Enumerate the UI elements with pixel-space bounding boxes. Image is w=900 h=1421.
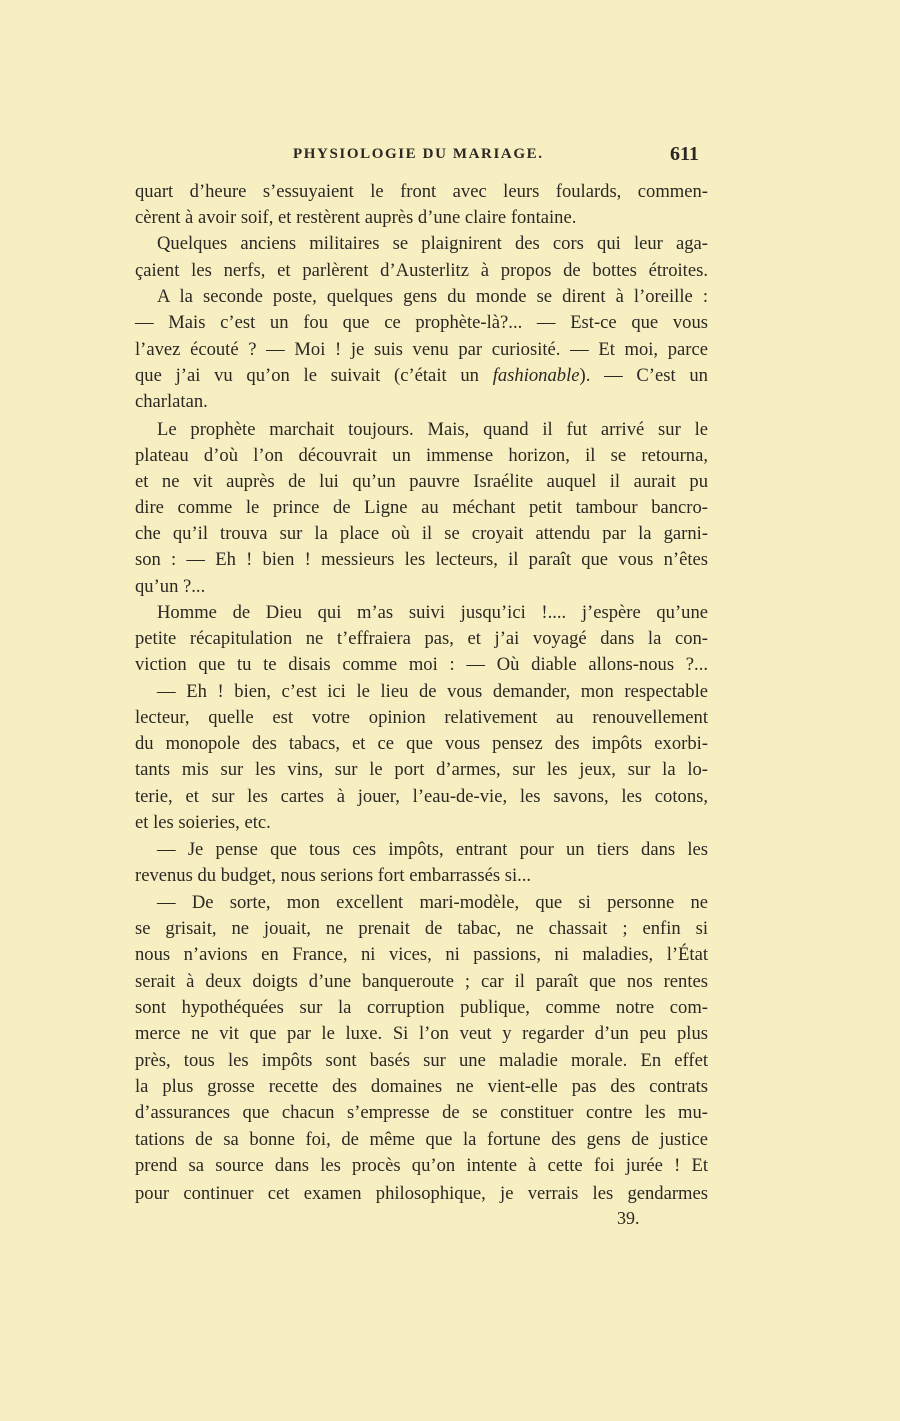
text-line: [135, 207, 708, 229]
text-segment: Homme de Dieu qui m’as suivi jusqu’ici !.... j’espère qu’une: [157, 602, 708, 623]
signature-mark: 39.: [617, 1208, 640, 1228]
text-line: [135, 523, 708, 545]
text-segment: son : — Eh ! bien ! messieurs les lecteurs, il paraît que vous n’êtes: [135, 549, 708, 570]
text-line: [135, 812, 708, 834]
text-segment: — Je pense que tous ces impôts, entrant pour un tiers dans les: [157, 839, 708, 860]
text-segment: merce ne vit que par le luxe. Si l’on veut y regarder d’un peu plus: [135, 1023, 708, 1044]
text-line: [135, 497, 708, 519]
text-segment: prend sa source dans les procès qu’on intente à cette foi jurée ! Et: [135, 1155, 708, 1176]
text-line: [135, 971, 708, 993]
text-segment: Quelques anciens militaires se plaignirent des cors qui leur aga-: [157, 233, 708, 254]
text-segment: A la seconde poste, quelques gens du monde se dirent à l’oreille :: [157, 286, 708, 307]
text-line: [135, 233, 708, 255]
text-line: [135, 681, 708, 703]
text-line: [135, 1050, 708, 1072]
text-segment: Le prophète marchait toujours. Mais, quand il fut arrivé sur le: [157, 419, 708, 440]
text-line: [135, 865, 708, 887]
text-segment: — De sorte, mon excellent mari-modèle, que si personne ne: [157, 892, 708, 913]
text-line: [135, 549, 708, 571]
text-line: [135, 471, 708, 493]
italic-word: fashionable: [492, 365, 580, 386]
text-line: [135, 892, 708, 914]
text-line: [135, 1102, 708, 1124]
text-segment: la plus grosse recette des domaines ne vient-elle pas des contrats: [135, 1076, 708, 1097]
text-line: [135, 312, 708, 334]
text-segment: plateau d’où l’on découvrait un immense horizon, il se retourna,: [135, 445, 708, 466]
text-line: [135, 759, 708, 781]
text-segment: — Mais c’est un fou que ce prophète-là?... — Est-ce que vous: [135, 312, 708, 333]
text-line: [135, 786, 708, 808]
text-segment: et les soieries, etc.: [135, 812, 271, 833]
text-segment: che qu’il trouva sur la place où il se croyait attendu par la garni-: [135, 523, 708, 544]
text-segment: nous n’avions en France, ni vices, ni passions, ni maladies, l’État: [135, 944, 708, 965]
text-line: [135, 339, 708, 361]
text-segment: lecteur, quelle est votre opinion relativement au renouvellement: [135, 707, 708, 728]
text-segment: se grisait, ne jouait, ne prenait de tabac, ne chassait ; enfin si: [135, 918, 708, 939]
text-segment: pour continuer cet examen philosophique, je verrais les gendarmes: [135, 1183, 708, 1204]
text-segment: ). — C’est un: [579, 365, 708, 386]
text-segment: çaient les nerfs, et parlèrent d’Austerlitz à propos de bottes étroites.: [135, 260, 708, 281]
text-segment: petite récapitulation ne t’effraiera pas, et j’ai voyagé dans la con-: [135, 628, 708, 649]
text-segment: du monopole des tabacs, et ce que vous pensez des impôts exorbi-: [135, 733, 708, 754]
text-line: [135, 918, 708, 940]
text-line: [135, 365, 708, 387]
text-line: [135, 1076, 708, 1098]
text-segment: serait à deux doigts d’une banqueroute ; car il paraît que nos rentes: [135, 971, 708, 992]
text-line: [135, 997, 708, 1019]
text-line: [135, 1129, 708, 1151]
text-segment: près, tous les impôts sont basés sur une maladie morale. En effet: [135, 1050, 708, 1071]
text-segment: d’assurances que chacun s’empresse de se constituer contre les mu-: [135, 1102, 708, 1123]
text-line: [135, 602, 708, 624]
text-line: [135, 1155, 708, 1177]
text-segment: revenus du budget, nous serions fort embarrassés si...: [135, 865, 532, 886]
text-line: [135, 1183, 708, 1205]
text-segment: — Eh ! bien, c’est ici le lieu de vous demander, mon respectable: [157, 681, 708, 702]
text-line: [135, 286, 708, 308]
text-line: [135, 1023, 708, 1045]
page-number: 611: [670, 143, 699, 165]
text-line: [135, 707, 708, 729]
text-line: [135, 654, 708, 676]
text-line: [135, 419, 708, 441]
text-line: [135, 628, 708, 650]
text-line: [135, 260, 708, 282]
text-line: [135, 576, 708, 598]
text-segment: tants mis sur les vins, sur le port d’armes, sur les jeux, sur la lo-: [135, 759, 708, 780]
text-line: [135, 445, 708, 467]
text-segment: dire comme le prince de Ligne au méchant petit tambour bancro-: [135, 497, 708, 518]
text-segment: quart d’heure s’essuyaient le front avec leurs foulards, commen-: [135, 181, 708, 202]
text-segment: terie, et sur les cartes à jouer, l’eau-de-vie, les savons, les cotons,: [135, 786, 708, 807]
text-line: [135, 181, 708, 203]
text-segment: charlatan.: [135, 391, 208, 412]
text-segment: viction que tu te disais comme moi : — Où diable allons-nous ?...: [135, 654, 708, 675]
text-segment: sont hypothéquées sur la corruption publique, comme notre com-: [135, 997, 708, 1018]
text-segment: et ne vit auprès de lui qu’un pauvre Israélite auquel il aurait pu: [135, 471, 708, 492]
text-line: [135, 391, 708, 413]
text-line: [135, 839, 708, 861]
text-segment: qu’un ?...: [135, 576, 206, 597]
text-segment: cèrent à avoir soif, et restèrent auprès d’une claire fontaine.: [135, 207, 577, 228]
text-segment: que j’ai vu qu’on le suivait (c’était un: [135, 365, 493, 386]
running-title: PHYSIOLOGIE DU MARIAGE.: [293, 146, 544, 162]
text-line: [135, 733, 708, 755]
text-line: [135, 944, 708, 966]
text-segment: tations de sa bonne foi, de même que la fortune des gens de justice: [135, 1129, 708, 1150]
text-segment: l’avez écouté ? — Moi ! je suis venu par curiosité. — Et moi, parce: [135, 339, 708, 360]
